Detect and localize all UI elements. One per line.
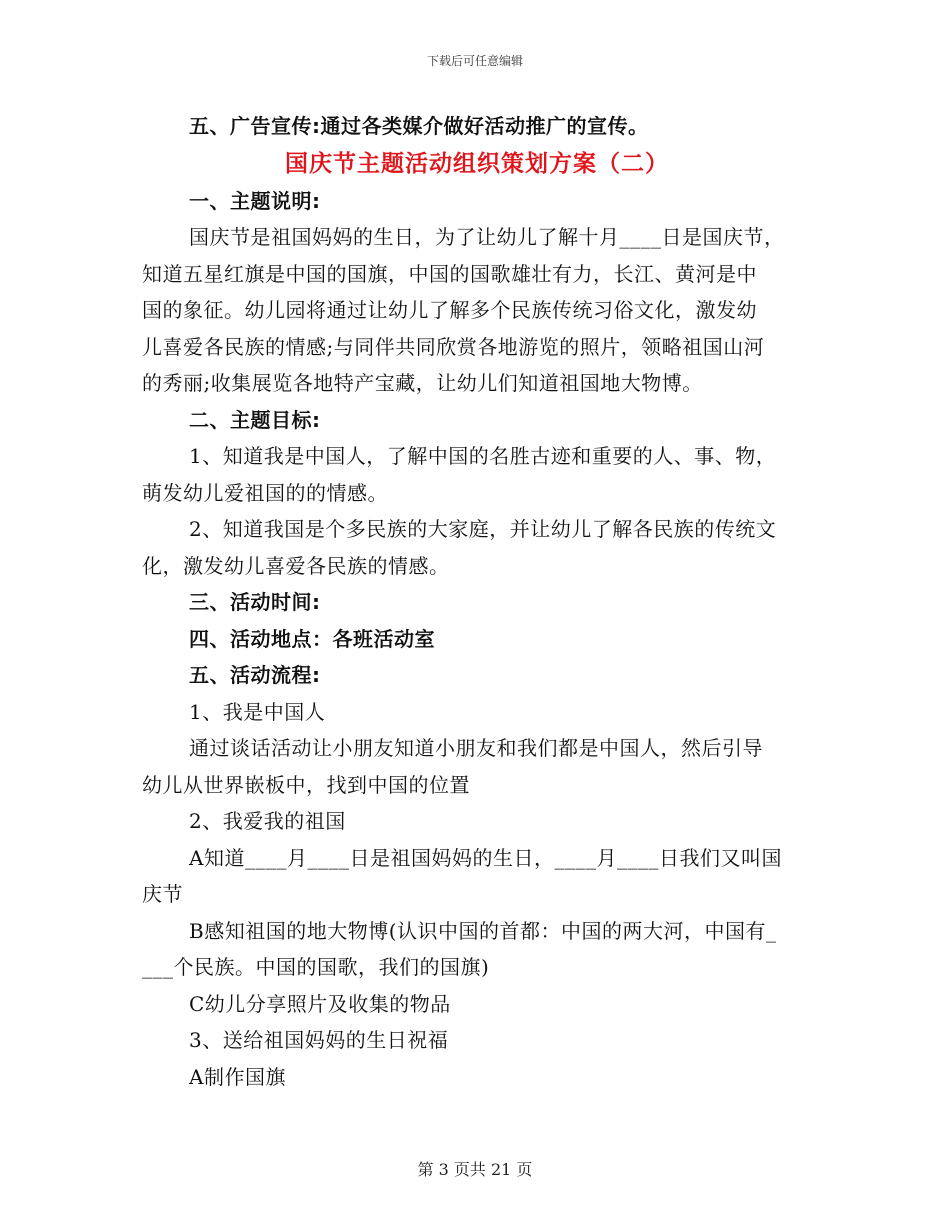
section-heading: 三、活动时间: (189, 590, 321, 614)
text-line: 1、我是中国人 (189, 699, 326, 724)
section-heading: 五、活动流程: (189, 663, 321, 687)
text-line: 化，激发幼儿喜爱各民族的情感。 (142, 553, 450, 578)
text-line: 儿喜爱各民族的情感;与同伴共同欣赏各地游览的照片，领略祖国山河 (142, 334, 765, 359)
header-note: 下载后可任意编辑 (426, 54, 523, 68)
text-line: 萌发幼儿爱祖国的的情感。 (142, 480, 388, 505)
page-footer: 第 3 页共 21 页 (417, 1160, 533, 1179)
text-line: 1、知道我是中国人，了解中国的名胜古迹和重要的人、事、物， (189, 444, 777, 468)
section-heading: 一、主题说明: (189, 188, 321, 213)
text-line: 2、知道我国是个多民族的大家庭，并让幼儿了解各民族的传统文 (189, 517, 777, 541)
text-line: ___个民族。中国的国歌，我们的国旗) (142, 955, 490, 979)
section-heading: 四、活动地点：各班活动室 (189, 626, 435, 651)
text-line: 通过谈话活动让小朋友知道小朋友和我们都是中国人，然后引导 (189, 736, 763, 760)
text-line: 庆节 (142, 882, 183, 906)
text-line: 3、送给祖国妈妈的生日祝福 (189, 1028, 449, 1052)
section-heading: 二、主题目标: (189, 407, 321, 432)
text-line: 2、我爱我的祖国 (189, 809, 346, 833)
text-line: B感知祖国的地大物博(认识中国的首都：中国的两大河，中国有_ (189, 918, 777, 943)
text-line: A知道____月____日是祖国妈妈的生日，____月____日我们又叫国 (189, 845, 782, 870)
text-line: 的秀丽;收集展览各地特产宝藏，让幼儿们知道祖国地大物博。 (142, 371, 703, 395)
section-heading: 五、广告宣传:通过各类媒介做好活动推广的宣传。 (189, 114, 649, 138)
document-title: 国庆节主题活动组织策划方案（二） (285, 150, 669, 177)
text-line: 国的象征。幼儿园将通过让幼儿了解多个民族传统习俗文化，激发幼 (142, 298, 757, 322)
text-line: 国庆节是祖国妈妈的生日，为了让幼儿了解十月____日是国庆节， (189, 225, 785, 249)
text-line: 幼儿从世界嵌板中，找到中国的位置 (142, 772, 470, 797)
document-body (142, 108, 812, 1095)
text-line: 知道五星红旗是中国的国旗，中国的国歌雄壮有力，长江、黄河是中 (142, 261, 757, 286)
text-line: C幼儿分享照片及收集的物品 (189, 991, 451, 1016)
text-line: A制作国旗 (189, 1064, 286, 1089)
